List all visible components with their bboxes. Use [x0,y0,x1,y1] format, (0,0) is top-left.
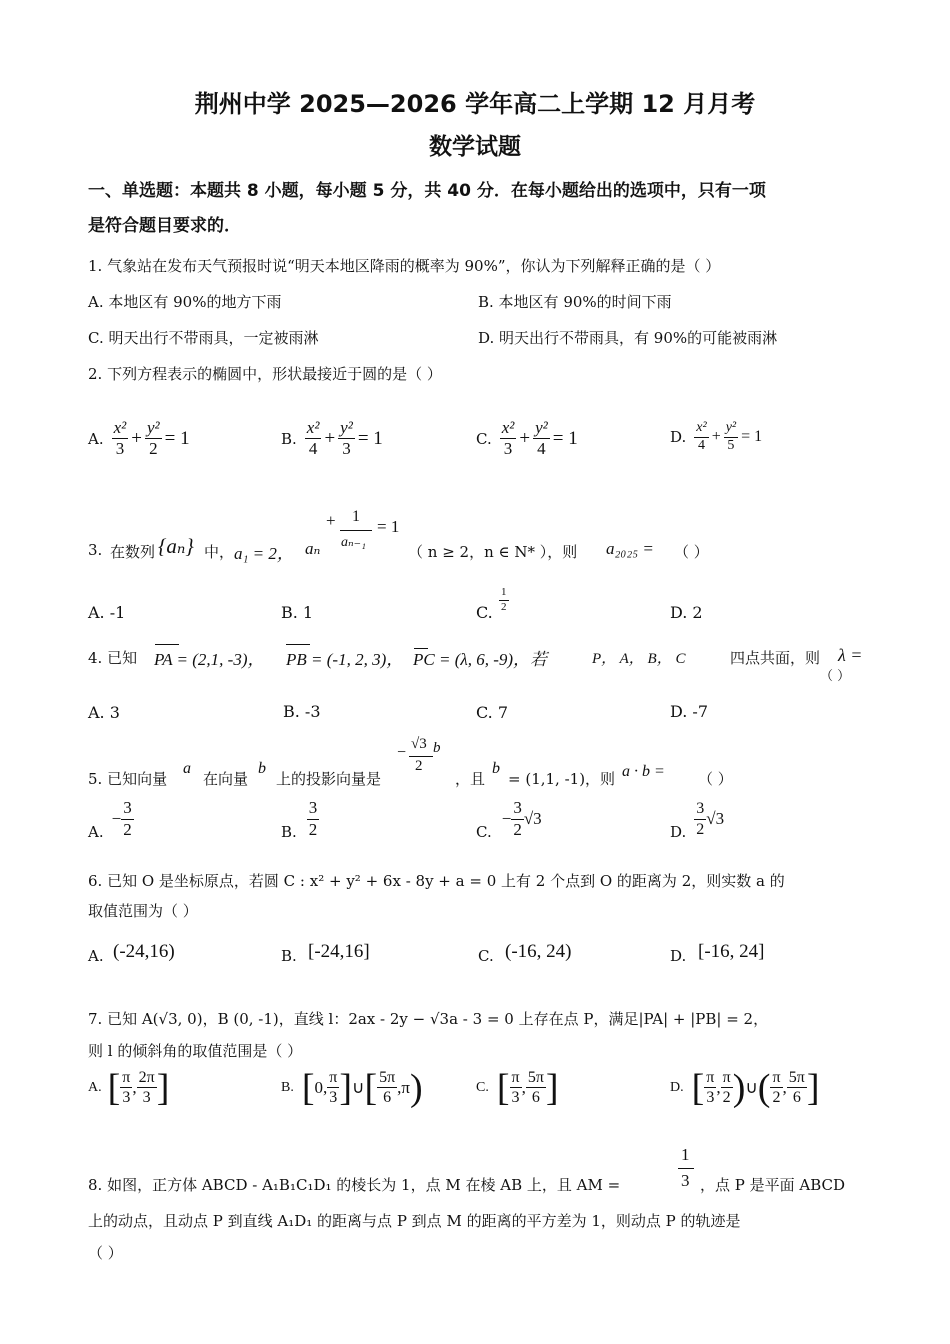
q3-frac-num: 1 [352,508,360,525]
q5-proj-bar [409,756,433,757]
q5-stem-start: 5. 已知向量 [88,770,168,788]
q5-d-tail: √3 [706,809,725,828]
q5-c-den: 2 [513,819,522,839]
q5-d-label: D. [670,823,687,841]
q2-d-rhs: = 1 [741,428,763,446]
q2-option-a: A. $\frac{\text{x²}}{3}$ + $\frac{\text{y²}}{2}$ = 1 [88,418,190,459]
q2-d-d1: 4 [697,437,705,453]
q4-lambda: λ = [838,645,863,665]
q3-paren: （ ） [674,543,709,561]
q8-frac-den: 3 [681,1171,690,1190]
q5-option-a [88,797,134,841]
q4-points: P， A， B， C [592,651,686,667]
q4-option-d: D. -7 [670,702,709,721]
q7-d-d3: 2 [772,1089,781,1107]
q4-stem-start: 4. 已知 [88,649,138,667]
q1-stem: 1. 气象站在发布天气预报时说“明天本地区降雨的概率为 90%”，你认为下列解释正确的是（ ） [88,257,721,275]
q3-num: 3. [88,541,103,559]
q5-d-num: 3 [694,799,706,819]
q4-option-a: A. 3 [88,703,120,722]
q3-option-a: A. -1 [88,603,126,622]
q3-target: a₂₀₂₅ = [606,539,654,558]
q2-option-d: D. $\frac{\text{x²}}{4}$ + $\frac{\text{y²}}{5}$ = 1 [670,420,763,453]
q3-text2: 中， [204,543,235,561]
q6-option-b: [-24,16] [308,941,370,962]
q7-d-union: ∪ [745,1077,758,1097]
q4-paren: （ ） [820,669,851,684]
q6-option-b-label: B. [281,947,297,965]
q5-b-num: 3 [307,798,320,819]
q7-c-n2: 5π [526,1068,546,1088]
q2-b-label: B. [281,429,297,448]
q7-d-d2: 2 [722,1089,731,1107]
q7-option-a: A. [ $\frac{\pi}{3}$ , $\frac{2\pi}{3}$ ] [88,1066,170,1109]
q7-b-d1: 3 [329,1089,338,1107]
q5-proj-den: 2 [415,758,423,774]
q4-option-c: C. 7 [476,703,509,722]
q3-cond: （ n ≥ 2，n ∈ N* ），则 [408,543,578,561]
q3-text1: 在数列 [110,543,156,561]
q3-option-c-num: 1 [501,586,507,598]
q3-seq: {aₙ} [158,534,194,558]
q2-d-d2: 5 [727,437,735,453]
q2-c-d1: 3 [503,439,513,459]
q2-b-d1: 4 [308,439,318,459]
q7-b-n2: 5π [377,1068,397,1088]
q5-bval: = (1,1, -1)，则 [508,770,616,788]
q2-option-b: B. $\frac{\text{x²}}{4}$ + $\frac{\text{y²}}{3}$ = 1 [281,418,383,459]
q2-option-c: C. $\frac{\text{x²}}{3}$ + $\frac{\text{y²}}{4}$ = 1 [476,418,578,459]
q5-d-den: 2 [696,820,705,838]
q7-a-d1: 3 [122,1089,131,1107]
q6-option-d-label: D. [670,947,687,965]
q2-c-n2: y² [533,418,550,439]
q5-mid1: 在向量 [203,770,249,788]
q1-option-d: D. 明天出行不带雨具，有 90%的可能被雨淋 [478,329,778,347]
q2-a-n2: y² [145,418,162,439]
q8-line1: 8. 如图，正方体 ABCD - A₁B₁C₁D₁ 的棱长为 1，点 M 在棱 AB 上，且 AM = [88,1176,621,1194]
q8-frac-bar [678,1168,694,1169]
q7-d-n1: π [704,1068,716,1088]
q8-line1b: ，点 P 是平面 ABCD [700,1176,846,1194]
q7-d-d1: 3 [706,1089,715,1107]
q5-a-den: 2 [123,819,132,839]
q7-a-n2: 2π [137,1068,157,1088]
q6-option-c-label: C. [478,947,494,965]
q3-an: aₙ [305,539,321,558]
q6-stem2: 取值范围为（ ） [88,902,198,920]
q4-pc: PC = (λ, 6, -9)，若 [413,650,548,669]
q8-line2: 上的动点，且动点 P 到直线 A₁D₁ 的距离与点 P 到点 M 的距离的平方差为 1，则动点 P 的轨迹是 [88,1212,741,1230]
q3-frac-bar [340,530,372,531]
q3-plus: + [326,511,336,530]
q7-d-label: D. [670,1079,684,1095]
q2-d-n2: y² [724,420,738,438]
q6-stem: 6. 已知 O 是坐标原点，若圆 C : x² + y² + 6x - 8y + a = 0 上有 2 个点到 O 的距离为 2，则实数 a 的 [88,872,785,890]
q2-a-d2: 2 [149,439,158,459]
q3-frac-den: aₙ₋₁ [341,535,366,550]
q5-vec-b2: b [492,760,500,777]
q7-b-union: ∪ [351,1077,365,1097]
q1-option-c: C. 明天出行不带雨具，一定被雨淋 [88,329,319,347]
q7-a-n1: π [120,1068,132,1088]
q2-b-n2: y² [338,418,355,439]
q5-paren: （ ） [698,770,733,788]
q5-and: ，且 [455,770,486,788]
q7-c-d2: 6 [531,1089,540,1107]
q5-proj-neg: − [397,744,407,761]
q1-option-b: B. 本地区有 90%的时间下雨 [478,293,672,311]
q7-stem: 7. 已知 A(√3, 0)，B (0, -1)，直线 l：2ax - 2y − √3a - 3 = 0 上存在点 P，满足|PA| + |PB| = 2， [88,1010,769,1028]
q3-option-c-den: 2 [501,601,507,613]
q2-stem: 2. 下列方程表示的椭圆中，形状最接近于圆的是（ ） [88,365,442,383]
q8-line3: （ ） [88,1244,123,1262]
page-subtitle: 数学试题 [429,134,521,160]
q5-a-sign: − [111,809,122,828]
q5-vec-a: a [183,760,191,777]
q4-tail: 四点共面，则 [730,649,821,667]
q3-eq1: = 1 [377,517,400,536]
section-heading-line1: 一、单选题：本题共 8 小题，每小题 5 分，共 40 分．在每小题给出的选项中，只有一项 [88,181,766,201]
q7-b-n1: π [327,1068,339,1088]
q7-c-n1: π [510,1068,522,1088]
q6-option-a: (-24,16) [113,941,175,962]
q4-pb: PB = (-1, 2, 3)， [286,650,404,669]
q7-c-d1: 3 [511,1089,520,1107]
q7-d-n3: π [770,1068,782,1088]
q7-option-d: D. [ $\frac{\pi}{3}$ , $\frac{\pi}{2}$ ) ∪ ( $\frac{\pi}{2}$ , $\frac{5\pi}{6}$ ] [670,1066,820,1109]
section-heading-line2: 是符合题目要求的． [88,216,241,236]
q4-option-b: B. -3 [283,702,321,721]
q2-a-d1: 3 [115,439,125,459]
q5-vec-b: b [258,760,266,777]
q5-c-sign: − [501,809,512,828]
page-title: 荆州中学 2025—2026 学年高二上学期 12 月月考 [194,90,756,118]
q2-d-n1: x² [694,420,708,438]
q7-b-label: B. [281,1079,294,1095]
q2-b-d2: 3 [342,439,351,459]
q5-c-label: C. [476,823,492,841]
q5-b-den: 2 [308,819,318,839]
q6-option-c: (-16, 24) [505,941,572,962]
q7-c-label: C. [476,1079,489,1095]
q7-option-b: B. [ 0 , $\frac{\pi}{3}$ ] ∪ [ $\frac{5\pi}{6}$ , π ) [281,1066,423,1109]
q7-b-zero: 0 [314,1077,323,1097]
q4-pa: PA = (2,1, -3)， [154,650,265,669]
q2-c-n1: x² [500,418,517,439]
q2-a-label: A. [88,429,104,448]
q2-a-n1: x² [112,418,129,439]
q7-a-d2: 3 [142,1089,151,1107]
q2-b-n1: x² [305,418,322,439]
q7-d-n2: π [721,1068,733,1088]
q5-dot: a · b = [622,763,665,780]
q6-option-d: [-16, 24] [698,941,765,962]
q5-option-c [476,797,542,841]
q3-option-b: B. 1 [281,603,314,622]
q7-b-d2: 6 [383,1089,392,1107]
q5-c-tail: √3 [523,809,542,828]
q7-stem2: 则 l 的倾斜角的取值范围是（ ） [88,1042,303,1060]
q2-c-d2: 4 [537,439,546,459]
q7-d-n4: 5π [787,1068,807,1088]
q2-d-label: D. [670,428,687,447]
q5-mid2: 上的投影向量是 [276,770,382,788]
q7-a-label: A. [88,1079,102,1095]
q7-option-c: C. [ $\frac{\pi}{3}$ , $\frac{5\pi}{6}$ ] [476,1066,559,1109]
q3-option-d: D. 2 [670,603,703,622]
q5-a-num: 3 [121,798,134,819]
q5-proj-b: b [433,740,441,756]
q2-c-rhs: = 1 [552,427,578,449]
q8-frac-num: 1 [681,1145,690,1164]
q2-c-label: C. [476,429,492,448]
q5-c-num: 3 [511,798,524,819]
q2-a-rhs: = 1 [164,427,190,449]
q2-b-rhs: = 1 [357,427,383,449]
q5-option-b [281,797,319,841]
q6-option-a-label: A. [88,947,104,965]
q7-b-pi: π [401,1077,411,1097]
q5-a-label: A. [88,823,104,841]
q3-option-c-label: C. [476,603,493,622]
q7-d-d4: 6 [792,1089,801,1107]
q5-proj-num: √3 [411,736,427,752]
q5-option-d [670,797,724,841]
q5-b-label: B. [281,823,297,841]
q1-option-a: A. 本地区有 90%的地方下雨 [88,293,282,311]
q3-a1: a₁ = 2， [234,544,294,563]
